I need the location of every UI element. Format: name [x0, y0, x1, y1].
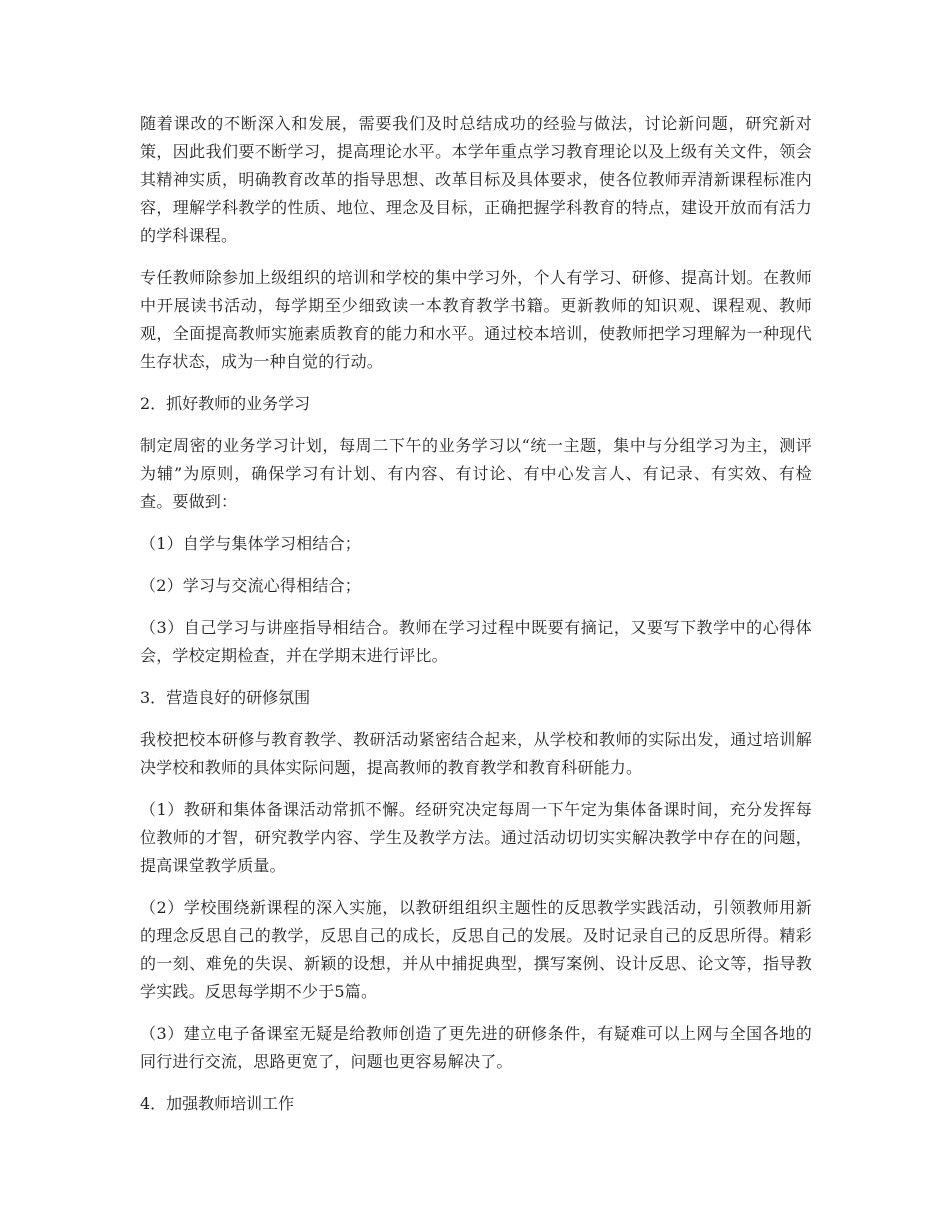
list-item-lesson-prep: （1）教研和集体备课活动常抓不懈。经研究决定每周一下午定为集体备课时间，充分发挥每位教师的才智，研究教学内容、学生及教学方法。通过活动切切实实解决教学中存在的问题，提高课堂教学质量。	[140, 800, 812, 875]
list-item-e-prep-room: （3）建立电子备课室无疑是给教师创造了更先进的研修条件，有疑难可以上网与全国各地的同行进行交流，思路更宽了，问题也更容易解决了。	[140, 1024, 812, 1071]
section-heading-business-study: 2．抓好教师的业务学习	[140, 394, 311, 413]
list-item-lecture: （3）自己学习与讲座指导相结合。教师在学习过程中既要有摘记，又要写下教学中的心得体会，学校定期检查，并在学期末进行评比。	[140, 618, 812, 665]
paragraph-theory-study: 随着课改的不断深入和发展，需要我们及时总结成功的经验与做法，讨论新问题，研究新对策，因此我们要不断学习，提高理论水平。本学年重点学习教育理论以及上级有关文件，领会其精神实质，明确教育改革的指导思想、改革目标及具体要求，使各位教师弄清新课程标准内容，理解学科教学的性质、地位、理念及目标，正确把握学科教育的特点，建设开放而有活力的学科课程。	[140, 114, 812, 245]
list-item-self-study: （1）自学与集体学习相结合；	[140, 534, 361, 553]
list-item-reflection: （2）学校围绕新课程的深入实施，以教研组组织主题性的反思教学实践活动，引领教师用新的理念反思自己的教学，反思自己的成长，反思自己的发展。及时记录自己的反思所得。精彩的一刻、难免的失误、新颖的设想，并从中捕捉典型，撰写案例、设计反思、论文等，指导教学实践。反思每学期不少于5篇。	[140, 898, 812, 1001]
list-item-exchange: （2）学习与交流心得相结合；	[140, 576, 361, 595]
section-heading-teacher-training: 4．加强教师培训工作	[140, 1094, 295, 1113]
paragraph-school-research: 我校把校本研修与教育教学、教研活动紧密结合起来，从学校和教师的实际出发，通过培训解决学校和教师的具体实际问题，提高教师的教育教学和教育科研能力。	[140, 730, 812, 777]
document-page	[140, 110, 812, 1132]
section-heading-research-atmosphere: 3．营造良好的研修氛围	[140, 688, 311, 707]
paragraph-personal-study: 专任教师除参加上级组织的培训和学校的集中学习外，个人有学习、研修、提高计划。在教师中开展读书活动，每学期至少细致读一本教育教学书籍。更新教师的知识观、课程观、教师观，全面提高教师实施素质教育的能力和水平。通过校本培训，使教师把学习理解为一种现代生存状态，成为一种自觉的行动。	[140, 268, 812, 371]
paragraph-study-plan: 制定周密的业务学习计划，每周二下午的业务学习以“统一主题，集中与分组学习为主，测评为辅”为原则，确保学习有计划、有内容、有讨论、有中心发言人、有记录、有实效、有检查。要做到：	[140, 436, 812, 511]
